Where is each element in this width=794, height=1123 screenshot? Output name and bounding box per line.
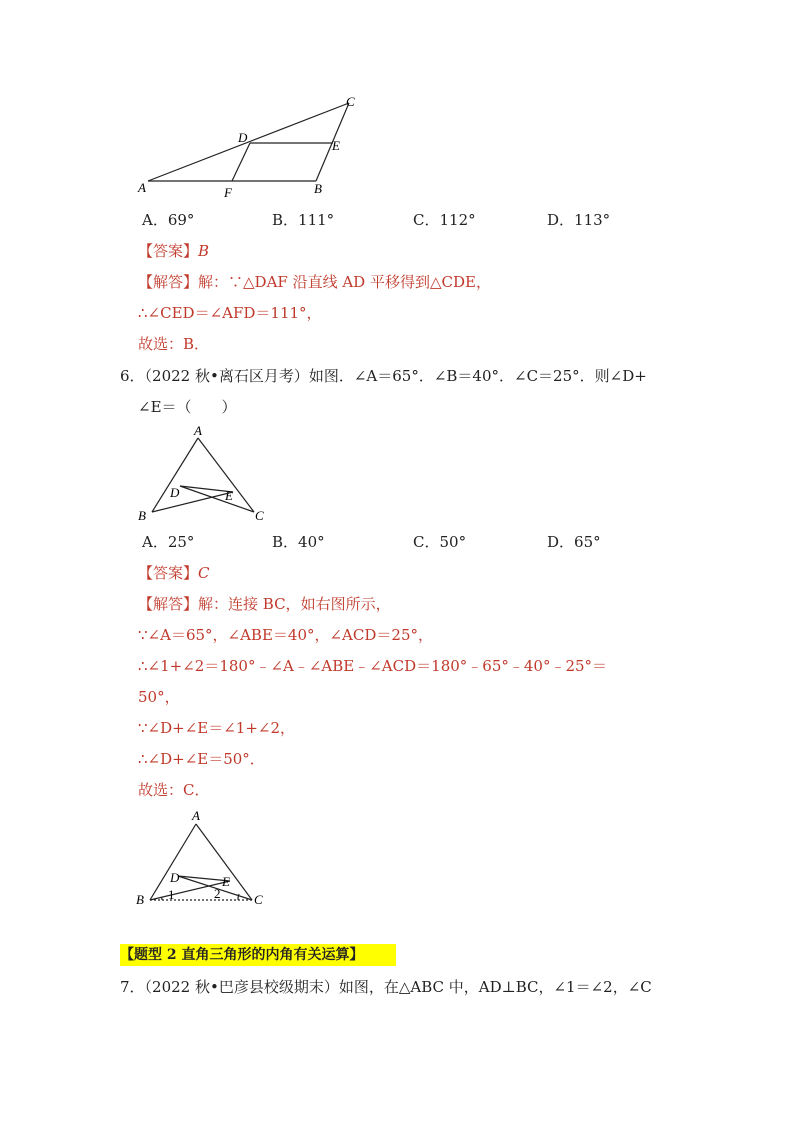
answer-value: C	[198, 564, 210, 582]
q5-choice-b: B．111°	[272, 211, 335, 229]
q6-solution-6: ∴∠D+∠E＝50°．	[138, 750, 265, 768]
q6-label-C: C	[255, 508, 264, 523]
q6-solution-1	[138, 594, 391, 614]
q5-choice-c: C．112°	[413, 211, 476, 229]
q5-choice-d: D．113°	[547, 211, 611, 229]
q6f2-label-A: A	[192, 808, 200, 823]
q6-label-B: B	[138, 508, 146, 523]
q6f2-label-n1: 1	[168, 887, 175, 902]
q6-solution-4: 50°，	[138, 688, 180, 706]
q6-stem-line2: ∠E＝（ ）	[138, 398, 237, 416]
q5-solution-1	[138, 272, 491, 292]
q5-solution-3: 故选：B．	[138, 335, 210, 353]
q6-solution-5: ∵∠D+∠E＝∠1+∠2，	[138, 719, 296, 737]
q5-answer	[138, 241, 209, 261]
solution-tag: 【解答】	[138, 595, 199, 613]
q5-label-F: F	[224, 185, 232, 200]
q6-choice-c: C．50°	[413, 533, 467, 551]
solution-tag: 【解答】	[138, 273, 199, 291]
q6f2-label-B: B	[136, 892, 144, 907]
q6-label-D: D	[170, 485, 180, 500]
q5-choice-a: A．69°	[142, 211, 195, 229]
q6-choice-a: A．25°	[142, 533, 195, 551]
answer-value: B	[198, 242, 210, 260]
q6-choice-b: B．40°	[272, 533, 325, 551]
section-header: 【题型 2 直角三角形的内角有关运算】	[120, 947, 364, 963]
solution-text: 解：∵△DAF 沿直线 AD 平移得到△CDE，	[198, 273, 491, 291]
q7-stem-line1: 7．（2022 秋•巴彦县校级期末）如图，在△ABC 中，AD⊥BC，∠1＝∠2，∠C	[120, 978, 652, 996]
q6-answer	[138, 563, 210, 583]
q5-label-B: B	[314, 181, 322, 196]
q5-figure	[130, 92, 370, 202]
q6-stem-line1: 6．（2022 秋•离石区月考）如图．∠A＝65°．∠B＝40°．∠C＝25°．则∠D+	[120, 367, 647, 385]
q6-solution-3: ∴∠1+∠2＝180°﹣∠A﹣∠ABE﹣∠ACD＝180°﹣65°﹣40°﹣25°＝	[138, 657, 608, 675]
q5-label-E: E	[332, 138, 340, 153]
q6f2-label-C: C	[254, 892, 263, 907]
q6f2-label-E: E	[222, 874, 230, 889]
q6-solution-7: 故选：C．	[138, 781, 210, 799]
q6-label-E: E	[225, 488, 233, 503]
q6-choice-d: D．65°	[547, 533, 601, 551]
q6-figure-2	[130, 806, 280, 912]
q5-label-A: A	[138, 180, 146, 195]
q5-solution-2: ∴∠CED＝∠AFD＝111°，	[138, 304, 322, 322]
answer-tag: 【答案】	[138, 564, 199, 582]
q6-label-A: A	[194, 423, 202, 438]
solution-text: 解：连接 BC，如右图所示，	[198, 595, 391, 613]
q5-label-D: D	[238, 130, 248, 145]
q6f2-label-n2: 2	[214, 886, 221, 901]
q6f2-label-D: D	[170, 870, 180, 885]
q6-solution-2: ∵∠A＝65°，∠ABE＝40°，∠ACD＝25°，	[138, 626, 433, 644]
answer-tag: 【答案】	[138, 242, 199, 260]
q5-label-C: C	[346, 94, 355, 109]
q6-figure	[130, 420, 280, 528]
